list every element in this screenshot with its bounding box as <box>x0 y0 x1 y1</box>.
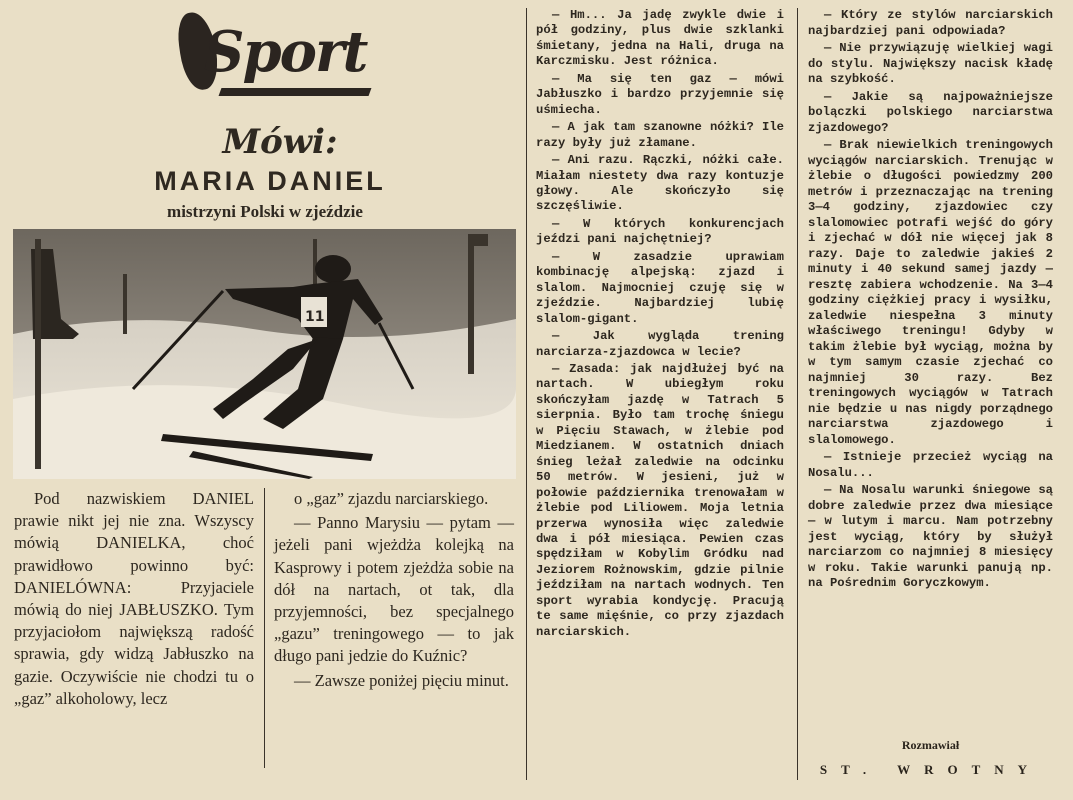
skier-photo <box>13 229 516 479</box>
paragraph: — Istnieje przecież wyciąg na Nosalu... <box>808 450 1053 480</box>
column-1 <box>14 488 254 712</box>
column-divider <box>797 8 798 780</box>
interviewer-label: Rozmawiał <box>901 738 960 752</box>
paragraph: — Zasada: jak najdłużej być na nartach. W ubiegłym roku skończyłam jazdę w Tatrach 5 sierpnia. Było tam trochę śniegu w Pięciu Stawach, w żlebie pod Miedzianem. W ostatnich dniach śnieg leżał zaledwie na odcinku 50 metrów. W jesieni, już w połowie października trenowałam w żlebie pod Liliowem. Moja letnia przerwa wynosiła więc zaledwie dwa i pół miesiąca. Pewien czas spędziłam w Kobylim Gródku nad Jeziorem Rożnowskim, gdzie pilnie jeździłam na nartach wodnych. Ten sport wyrabia kondycję. Pracują te same mięśnie, co przy zjazdach narciarskich. <box>536 361 784 639</box>
author-name: ST. WROTNY <box>819 762 1042 777</box>
paragraph: — A jak tam szanowne nóżki? Ile razy były już złamane. <box>536 120 784 150</box>
paragraph: — W których konkurencjach jeździ pani najchętniej? <box>536 216 784 247</box>
logo-underline <box>219 88 372 96</box>
paragraph: o „gaz” zjazdu narciarskiego. <box>294 489 489 508</box>
logo-text: Sport <box>204 19 367 85</box>
column-3 <box>536 8 784 642</box>
paragraph: — Panno Marysiu — pytam — jeżeli pani wjeżdża kolejką na Kasprowy i potem zjeżdża sobie na dół na nartach, ot tak, dla przyjemności, bez specjalnego „gazu” treningowego — to jak długo pani jedzie do Kuźnic? <box>274 513 514 666</box>
paragraph: — Nie przywiązuję wielkiej wagi do stylu. Największy nacisk kładę na szybkość. <box>808 41 1053 86</box>
column-2 <box>274 488 514 694</box>
sport-section-logo <box>180 10 370 98</box>
paragraph: — Na Nosalu warunki śniegowe są dobre zaledwie przez dwa miesiące — w lutym i marcu. Nam potrzebny jest wyciąg, który by służył narciarzom co najmniej 8 miesięcy w roku. Takie warunki panują np. na Pośrednim Goryczkowym. <box>808 483 1053 590</box>
paragraph: — Jakie są najpoważniejsze bolączki polskiego narciarstwa zjazdowego? <box>808 89 1053 135</box>
paragraph: — Jak wygląda trening narciarza-zjazdowca w lecie? <box>536 329 784 359</box>
bib-number: 11 <box>305 309 325 325</box>
column-4 <box>808 8 1053 594</box>
paragraph: — Hm... Ja jadę zwykle dwie i pół godziny, plus dwie szklanki śmietany, jedna na Hali, druga na Karczmisku. Jest różnica. <box>536 8 784 69</box>
column-divider <box>526 8 527 780</box>
paragraph: — Brak niewielkich treningowych wyciągów narciarskich. Trenując w żlebie o długości powiedzmy 200 metrów i przeznaczając na trening 3—4 godziny, zjazdowiec czy slalomowiec potrafi wejść do góry i zjechać w dół nie więcej jak 8 razy. Daje to zaledwie jakieś 2 minuty i 40 sekund samej jazdy — resztę zabiera wchodzenie. Na 3—4 godziny ciężkiej pracy i wysiłku, zaledwie niespełna 3 minuty właściwego treningu! Gdyby w takim żlebie był wyciąg, można by w tym samym czasie zjechać co najmniej 30 razy. Bez treningowych wyciągów w Tatrach nie będzie u nas nigdy porządnego narciarstwa zjazdowego i slalomowego. <box>808 138 1053 447</box>
paragraph: — Ma się ten gaz — mówi Jabłuszko i bardzo przyjemnie się uśmiecha. <box>536 71 784 117</box>
column-divider <box>264 488 265 768</box>
paragraph: — Który ze stylów narciarskich najbardziej pani odpowiada? <box>808 8 1053 38</box>
skier-photo-illustration <box>13 229 516 479</box>
article-headline: MARIA DANIEL <box>154 166 386 196</box>
paragraph: — Ani razu. Rączki, nóżki całe. Miałam niestety dwa razy kontuzje głowy. Ale skończyło się szczęśliwie. <box>536 153 784 214</box>
article-subtitle: mistrzyni Polski w zjeździe <box>167 202 363 221</box>
paragraph: — W zasadzie uprawiam kombinację alpejską: zjazd i slalom. Najmocniej czuję się w zjeździe. Najbardziej lubię slalom-gigant. <box>536 249 784 326</box>
paragraph: — Zawsze poniżej pięciu minut. <box>294 670 509 690</box>
kicker: Mówi: <box>222 122 338 162</box>
paragraph: Pod nazwiskiem DANIEL prawie nikt jej nie zna. Wszyscy mówią DANIELKA, choć prawidłowo powinno być: DANIELÓWNA: Przyjaciele mówią do niej JABŁUSZKO. Tym przyjaciołom największą radość sprawia, gdy widzą Jabłuszko na gazie. Oczywiście nie chodzi tu o „gaz” alkoholowy, lecz <box>14 489 254 708</box>
